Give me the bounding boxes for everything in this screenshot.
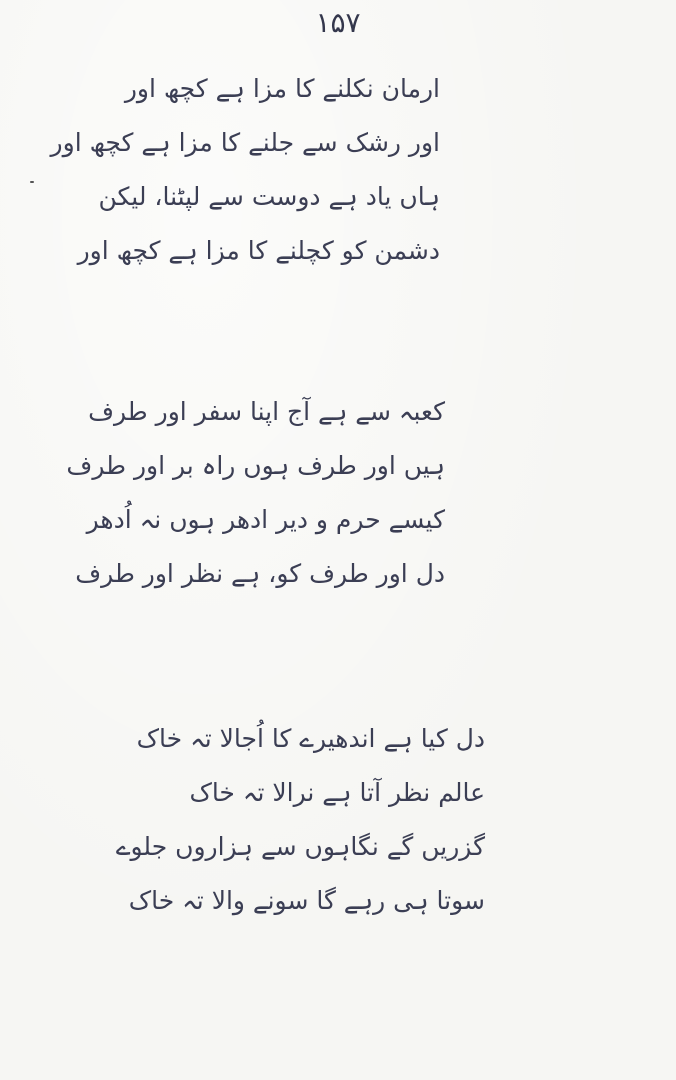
stanza-line: دشمن کو کچلنے کا مزا ہے کچھ اور bbox=[77, 236, 440, 265]
stanza-line: سوتا ہی رہے گا سونے والا تہ خاک bbox=[128, 886, 485, 915]
page-number: ۱۵۷ bbox=[315, 6, 361, 39]
stanza-line: کعبہ سے ہے آج اپنا سفر اور طرف bbox=[88, 397, 445, 426]
stanza-line: عالم نظر آتا ہے نرالا تہ خاک bbox=[189, 778, 485, 807]
ink-speck bbox=[30, 181, 34, 183]
stanza-line: ہاں یاد ہے دوست سے لپٹنا، لیکن bbox=[98, 182, 440, 211]
stanza-2 bbox=[66, 385, 445, 601]
stanza-line: ارمان نکلنے کا مزا ہے کچھ اور bbox=[124, 74, 440, 103]
stanza-line: گزریں گے نگاہوں سے ہزاروں جلوے bbox=[115, 832, 485, 861]
stanza-line: اور رشک سے جلنے کا مزا ہے کچھ اور bbox=[50, 128, 440, 157]
stanza-line: ہیں اور طرف ہوں راہ بر اور طرف bbox=[66, 451, 445, 480]
stanza-3 bbox=[115, 712, 485, 928]
stanza-1 bbox=[50, 62, 440, 278]
stanza-line: دل اور طرف کو، ہے نظر اور طرف bbox=[75, 559, 445, 588]
stanza-line: کیسے حرم و دیر ادھر ہوں نہ اُدھر bbox=[86, 505, 445, 534]
stanza-line: دل کیا ہے اندھیرے کا اُجالا تہ خاک bbox=[136, 724, 485, 753]
